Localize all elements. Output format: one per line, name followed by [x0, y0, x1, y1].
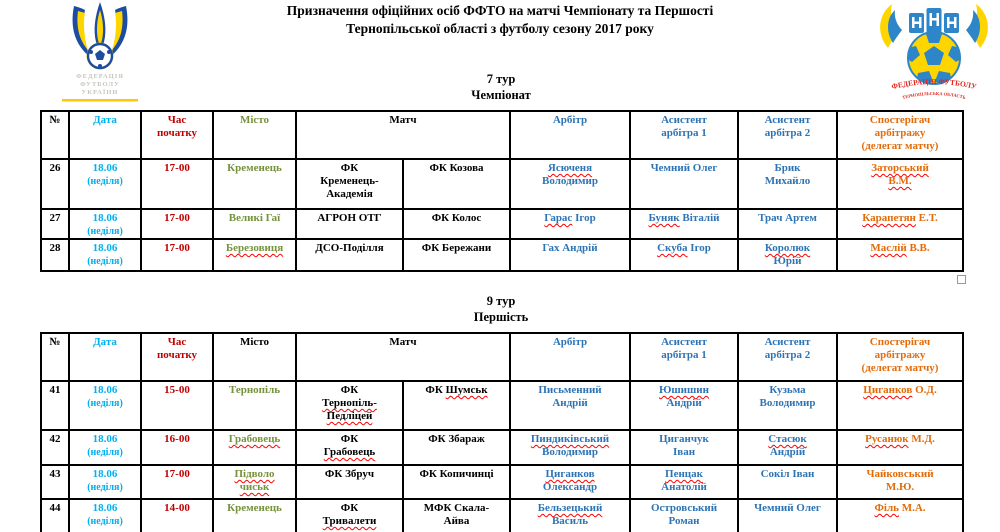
text-segment: М.Д. [908, 433, 935, 445]
text-segment: В.М. [888, 174, 912, 187]
section-heading [40, 293, 962, 332]
text-segment: Асистент [661, 114, 707, 126]
away-team-cell [403, 465, 510, 499]
text-segment: Кременець- [320, 174, 379, 187]
text-segment: Письменний [538, 384, 602, 396]
text-segment: Матч [389, 336, 417, 348]
observer-cell [837, 159, 963, 209]
text-segment: арбітра 2 [764, 348, 811, 361]
match-number-cell [41, 381, 69, 430]
text-segment: Анатолій [661, 480, 707, 493]
ternopil-ff-caption-line2: ТЕРНОПІЛЬСЬКА ОБЛАСТЬ [901, 90, 967, 101]
column-header-date [69, 111, 141, 159]
table-row [41, 239, 963, 271]
assistant-2-cell [738, 499, 837, 532]
text-segment: Ясюченя [547, 162, 593, 174]
text-segment: Грабовець [228, 433, 281, 445]
text-segment: 17-00 [164, 242, 190, 254]
text-segment: Час [167, 336, 187, 348]
text-segment: Буняк [648, 212, 680, 224]
assignments-table-first-league [40, 332, 964, 532]
away-team-cell [403, 209, 510, 239]
section-first-league [40, 293, 962, 532]
referee-cell [510, 430, 630, 465]
match-number-cell [41, 209, 69, 239]
text-segment: ФК Бережани [421, 242, 492, 254]
text-segment: Роман [668, 514, 700, 527]
text-segment: О.Д. [912, 384, 937, 396]
text-segment: Кузьма [769, 384, 806, 396]
text-segment: (неділя) [87, 225, 123, 237]
assistant-1-cell [630, 209, 738, 239]
text-segment: Чемний Олег [754, 502, 821, 514]
start-time-cell [141, 430, 213, 465]
text-segment: Стасюк [768, 433, 807, 445]
text-segment: Русанюк [865, 433, 909, 445]
text-segment: ФК Копичинці [419, 468, 494, 480]
observer-cell [837, 430, 963, 465]
text-segment: Брик [774, 162, 801, 174]
text-segment: Тернопіль [228, 384, 281, 396]
city-cell [213, 499, 296, 532]
column-header-city [213, 111, 296, 159]
text-segment: Королюк [764, 242, 811, 254]
text-segment: 18.06 [92, 502, 118, 514]
text-segment: початку [156, 126, 198, 139]
text-segment: (неділя) [87, 175, 123, 187]
city-cell [213, 430, 296, 465]
table-row [41, 159, 963, 209]
date-cell [69, 465, 141, 499]
league-title: Чемпіонат [471, 88, 531, 102]
assistant-2-cell [738, 465, 837, 499]
text-segment: початку [156, 348, 198, 361]
referee-cell [510, 159, 630, 209]
text-segment: Час [167, 114, 187, 126]
text-segment: (неділя) [87, 515, 123, 527]
table-row [41, 499, 963, 532]
referee-cell [510, 381, 630, 430]
column-header-referee [510, 333, 630, 381]
away-team-cell [403, 430, 510, 465]
text-segment: арбітра 1 [661, 348, 707, 361]
text-segment: Пиндиківський [530, 433, 610, 445]
text-segment: Підволо [234, 468, 275, 480]
text-segment: арбітражу [874, 126, 926, 139]
text-segment: Спостерігач [869, 336, 931, 348]
text-segment: ФК [340, 502, 359, 514]
ffu-caption-line2: ФУТБОЛУ [80, 81, 120, 88]
home-team-cell [296, 381, 403, 430]
text-segment: арбітра 2 [764, 126, 811, 139]
start-time-cell [141, 159, 213, 209]
table-body [41, 111, 963, 271]
text-segment: Юшишин [659, 384, 709, 396]
city-cell [213, 381, 296, 430]
text-segment: МФК Скала- [423, 502, 490, 514]
text-segment: Березовиця [225, 242, 284, 254]
observer-cell [837, 499, 963, 532]
text-segment: ФК [340, 162, 359, 174]
text-segment: (неділя) [87, 255, 123, 267]
text-segment: 44 [49, 502, 61, 514]
assistant-2-cell [738, 430, 837, 465]
assistant-1-cell [630, 465, 738, 499]
column-header-start-time [141, 333, 213, 381]
start-time-cell [141, 381, 213, 430]
column-header-number [41, 333, 69, 381]
text-segment: Чайковський [866, 468, 934, 480]
home-team-cell [296, 159, 403, 209]
text-segment: Василь [551, 514, 589, 527]
ffu-caption-line3: УКРАЇНИ [81, 89, 119, 96]
text-segment: Островський [650, 502, 718, 514]
text-segment: М.А. [898, 502, 926, 514]
table-row [41, 465, 963, 499]
section-heading [40, 71, 962, 110]
text-segment: (неділя) [87, 446, 123, 458]
text-segment: ДСО-Поділля [315, 242, 384, 254]
header-row [41, 333, 963, 381]
city-cell [213, 209, 296, 239]
home-team-cell [296, 499, 403, 532]
away-team-cell [403, 499, 510, 532]
column-header-referee [510, 111, 630, 159]
table-row [41, 209, 963, 239]
match-number-cell [41, 159, 69, 209]
text-segment: Чемний Олег [650, 162, 718, 174]
date-cell [69, 430, 141, 465]
start-time-cell [141, 465, 213, 499]
referee-cell [510, 499, 630, 532]
observer-cell [837, 465, 963, 499]
text-segment: Арбітр [552, 114, 588, 126]
text-segment: Володимир [542, 445, 598, 458]
text-segment: Гах Андрій [542, 242, 598, 254]
text-segment: Місто [239, 114, 270, 126]
text-segment: Асистент [661, 336, 707, 348]
text-segment: ФК [425, 384, 446, 396]
start-time-cell [141, 239, 213, 271]
text-segment: Циганков [863, 384, 913, 396]
away-team-cell [403, 159, 510, 209]
text-segment: Великі Гаї [228, 212, 281, 224]
column-header-start-time [141, 111, 213, 159]
text-segment: 14-00 [164, 502, 190, 514]
table-body [41, 333, 963, 532]
text-segment: Е.Т. [915, 212, 938, 224]
text-segment: Володимир [542, 174, 598, 187]
text-segment: № [49, 336, 61, 348]
text-segment: 17-00 [164, 468, 190, 480]
text-segment: 41 [49, 384, 61, 396]
text-segment: ФК Збараж [428, 433, 485, 445]
start-time-cell [141, 209, 213, 239]
text-segment: № [49, 114, 61, 126]
text-segment: Арбітр [552, 336, 588, 348]
text-segment: Пенцак [665, 468, 703, 480]
text-segment: Ігор [572, 212, 596, 224]
text-segment: Асистент [764, 114, 811, 126]
text-segment: ФК Колос [431, 212, 482, 224]
referee-cell [510, 465, 630, 499]
text-segment: 18.06 [92, 162, 118, 174]
assistant-1-cell [630, 430, 738, 465]
column-header-date [69, 333, 141, 381]
text-segment: Кременець [227, 502, 282, 514]
assignments-table-championship [40, 110, 964, 272]
match-number-cell [41, 239, 69, 271]
header-row [41, 111, 963, 159]
column-header-match [296, 333, 510, 381]
text-segment: АГРОН ОТГ [317, 212, 382, 224]
text-segment: Ігор [687, 242, 711, 254]
date-cell [69, 381, 141, 430]
ffu-caption-line1: ФЕДЕРАЦІЯ [76, 73, 124, 80]
city-cell [213, 239, 296, 271]
away-team-cell [403, 239, 510, 271]
text-segment: Трач Артем [758, 212, 817, 224]
city-cell [213, 159, 296, 209]
text-segment: Матч [389, 114, 417, 126]
observer-cell [837, 239, 963, 271]
match-number-cell [41, 499, 69, 532]
text-segment: ФК [340, 384, 359, 396]
text-segment: 15-00 [164, 384, 190, 396]
text-segment: В.В. [906, 242, 930, 254]
column-header-assistant-1 [630, 333, 738, 381]
text-segment: чиськ [239, 480, 270, 493]
text-segment: Карапетян [862, 212, 916, 224]
text-segment: Віталій [679, 212, 720, 224]
text-segment: М.Ю. [885, 480, 915, 493]
text-segment: Спостерігач [869, 114, 931, 126]
section-championship [40, 71, 962, 272]
assistant-2-cell [738, 159, 837, 209]
date-cell [69, 209, 141, 239]
text-segment: Заторський [871, 162, 929, 174]
city-cell [213, 465, 296, 499]
text-segment: Айва [443, 514, 470, 527]
text-segment: Циганков [545, 468, 595, 480]
text-segment: ФК Збруч [324, 468, 375, 480]
text-segment: арбітражу [874, 348, 926, 361]
column-header-match [296, 111, 510, 159]
text-segment: Гарас [544, 212, 573, 224]
assistant-2-cell [738, 209, 837, 239]
text-segment: (неділя) [87, 481, 123, 493]
match-number-cell [41, 465, 69, 499]
text-segment: Іван [672, 445, 696, 458]
text-segment: 17-00 [164, 162, 190, 174]
text-segment: 18.06 [92, 433, 118, 445]
date-cell [69, 159, 141, 209]
text-segment: Михайло [764, 174, 811, 187]
assistant-1-cell [630, 381, 738, 430]
home-team-cell [296, 465, 403, 499]
observer-cell [837, 209, 963, 239]
text-segment: Кременець [227, 162, 282, 174]
assistant-2-cell [738, 239, 837, 271]
start-time-cell [141, 499, 213, 532]
text-segment: Дата [93, 336, 117, 348]
table-row [41, 381, 963, 430]
text-segment: 18.06 [92, 242, 118, 254]
column-header-assistant-2 [738, 333, 837, 381]
text-segment: Андрій [552, 396, 588, 409]
ternopil-ff-caption-line1: ФЕДЕРАЦІЯ ФУТБОЛУ [890, 76, 978, 92]
assistant-2-cell [738, 381, 837, 430]
text-segment: Філь [874, 502, 899, 514]
text-segment: 42 [49, 433, 61, 445]
text-segment: 18.06 [92, 468, 118, 480]
text-segment: Шумськ [445, 384, 488, 396]
referee-cell [510, 209, 630, 239]
text-segment: 26 [49, 162, 61, 174]
text-segment: Циганчук [659, 433, 709, 445]
home-team-cell [296, 209, 403, 239]
text-segment: Місто [239, 336, 270, 348]
page-title-line1: Призначення офіційних осіб ФФТО на матчі Чемпіонату та Першості [286, 3, 714, 18]
home-team-cell [296, 239, 403, 271]
text-segment: Тернопіль- [322, 396, 377, 409]
text-segment: Академія [326, 187, 373, 200]
text-segment: Володимир [759, 396, 816, 409]
column-header-assistant-1 [630, 111, 738, 159]
text-segment: Тривалети [322, 514, 377, 527]
table-row [41, 430, 963, 465]
text-segment: (делегат матчу) [861, 361, 939, 374]
date-cell [69, 499, 141, 532]
text-segment: 18.06 [92, 212, 118, 224]
assistant-1-cell [630, 159, 738, 209]
column-header-number [41, 111, 69, 159]
round-title: 7 тур [486, 72, 516, 86]
text-segment: 16-00 [164, 433, 190, 445]
column-header-observer [837, 333, 963, 381]
text-segment: 27 [49, 212, 61, 224]
text-segment: Андрій [769, 445, 806, 458]
text-segment: (делегат матчу) [861, 139, 939, 152]
assistant-1-cell [630, 499, 738, 532]
league-title: Першість [473, 310, 529, 324]
observer-cell [837, 381, 963, 430]
match-number-cell [41, 430, 69, 465]
text-segment: арбітра 1 [661, 126, 707, 139]
text-segment: Андрій [666, 396, 702, 409]
text-segment: ФК Козова [429, 162, 484, 174]
page-title [140, 2, 860, 38]
text-segment: 18.06 [92, 384, 118, 396]
text-segment: Грабовець [323, 445, 376, 458]
text-segment: Олександр [542, 480, 598, 493]
column-header-assistant-2 [738, 111, 837, 159]
text-segment: Юрій [773, 254, 802, 267]
round-title: 9 тур [486, 294, 516, 308]
away-team-cell [403, 381, 510, 430]
home-team-cell [296, 430, 403, 465]
date-cell [69, 239, 141, 271]
text-segment: Дата [93, 114, 117, 126]
text-segment: (неділя) [87, 397, 123, 409]
text-segment: Скуба [657, 242, 688, 254]
page-title-line2: Тернопільської області з футболу сезону 2017 року [346, 21, 654, 36]
text-segment: 28 [49, 242, 61, 254]
text-segment: 43 [49, 468, 61, 480]
text-segment: Бельзецький [537, 502, 603, 514]
column-header-city [213, 333, 296, 381]
column-header-observer [837, 111, 963, 159]
text-segment: Маслій [870, 242, 907, 254]
text-segment: Педліцей [326, 409, 373, 422]
referee-cell [510, 239, 630, 271]
text-segment: Сокіл Іван [760, 468, 815, 480]
text-segment: 17-00 [164, 212, 190, 224]
assistant-1-cell [630, 239, 738, 271]
text-segment: Асистент [764, 336, 811, 348]
text-segment: ФК [340, 433, 359, 445]
table-resize-handle [957, 275, 966, 284]
